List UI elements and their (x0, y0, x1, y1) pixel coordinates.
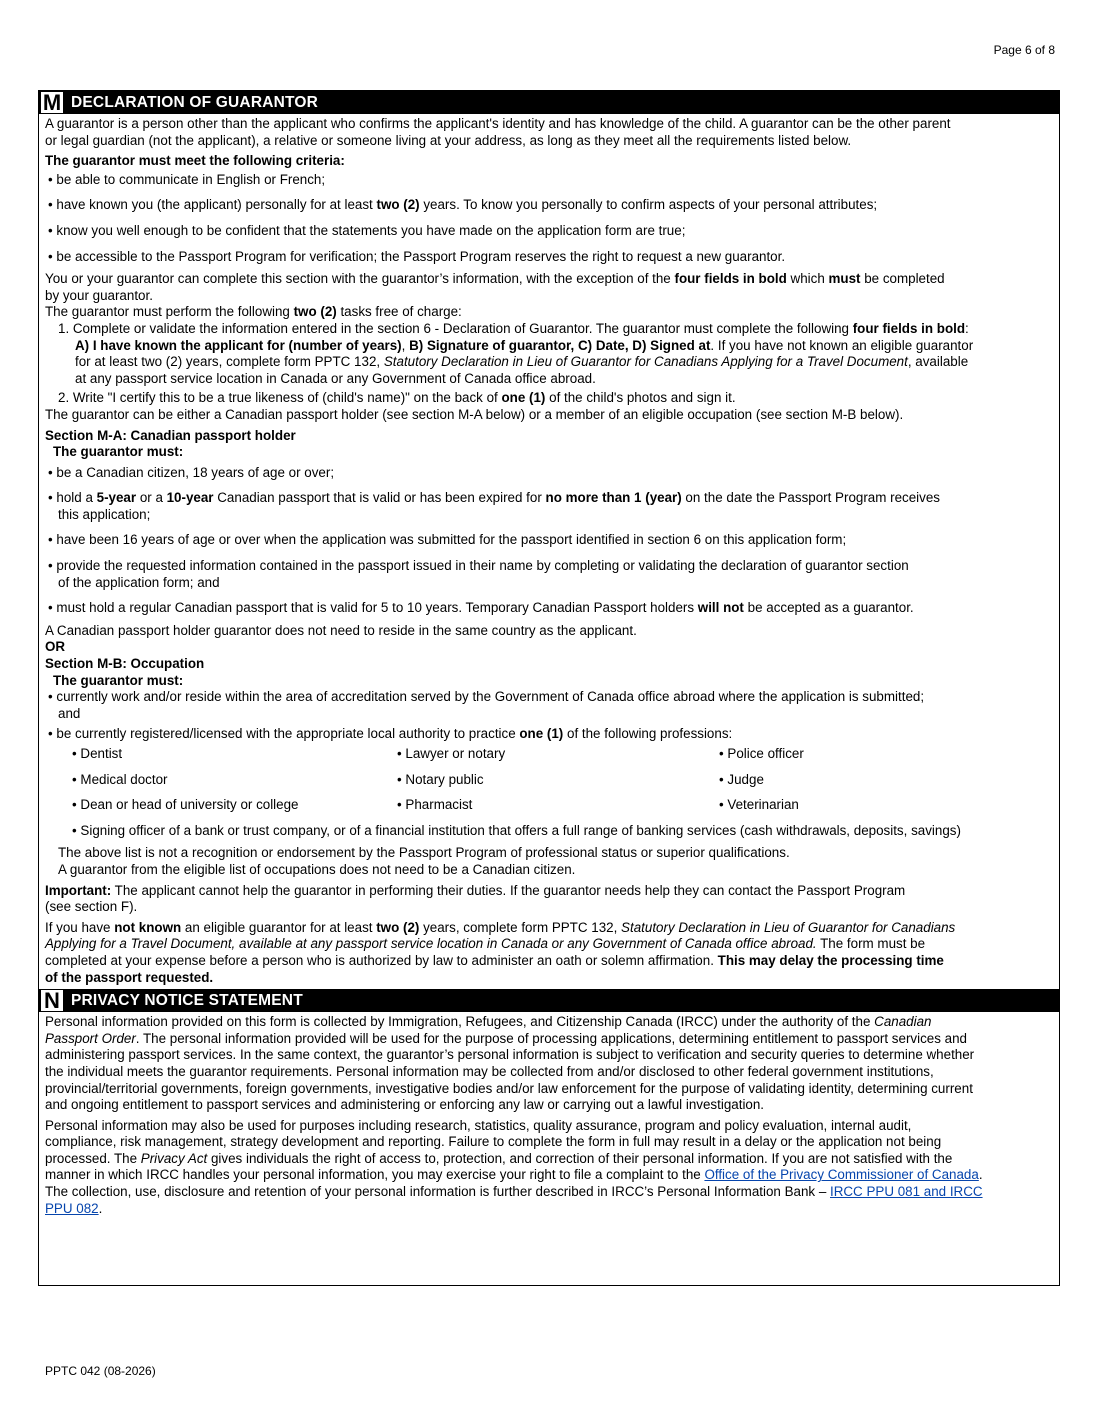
ma-item: • have been 16 years of age or over when the application was submitted for the passport identified in section 6 on this application form; (48, 532, 847, 548)
criteria-item: • be accessible to the Passport Program for verification; the Passport Program reserves the right to request a new guarantor. (48, 248, 786, 264)
occupation-list (45, 743, 1053, 814)
important-note: Important: The applicant cannot help the guarantor in performing their duties. If the guarantor needs help they can contact the Passport Program (45, 882, 906, 898)
occupation-item: • Medical doctor (72, 771, 168, 787)
criteria-heading: The guarantor must meet the following criteria: (45, 153, 345, 169)
ma-item: • hold a 5-year or a 10-year Canadian passport that is valid or has been expired for no more than 1 (year) on the date the Passport Program receives this application; (48, 490, 940, 522)
occupation-item: • Veterinarian (719, 797, 799, 813)
complete-note: You or your guarantor can complete this section with the guarantor’s information, with the exception of the four fields in bold which must be completed (45, 271, 945, 287)
privacy-commissioner-link[interactable]: Office of the Privacy Commissioner of Canada (704, 1167, 979, 1183)
mb-item: • be currently registered/licensed with the appropriate local authority to practice one (1) of the following professions: (48, 726, 733, 742)
occupation-item-signing: • Signing officer of a bank or trust company, or of a financial institution that offers a full range of banking services (cash withdrawals, deposits, savings) (72, 822, 961, 838)
occupation-item: • Notary public (397, 771, 484, 787)
intro-line-2: or legal guardian (not the applicant), a relative or someone living at your address, as long as they meet all the requirements listed below. (45, 132, 852, 148)
ma-item: • provide the requested information contained in the passport issued in their name by completing or validating the declaration of guarantor section of the application form; and (48, 558, 909, 590)
mb-item: • currently work and/or reside within the area of accreditation served by the Government of Canada office abroad where the application is submitted; and (48, 689, 925, 721)
ma-item: • must hold a regular Canadian passport that is valid for 5 to 10 years. Temporary Canadian Passport holders will not be accepted as a guarantor. (48, 600, 914, 616)
ircc-ppu-link-cont[interactable]: PPU 082 (45, 1200, 99, 1216)
complete-note-cont: by your guarantor. (45, 287, 153, 303)
either-note: The guarantor can be either a Canadian passport holder (see section M-A below) or a member of an eligible occupation (see section M-B below). (45, 406, 904, 422)
occupation-item: • Lawyer or notary (397, 746, 506, 761)
tasks-intro: The guarantor must perform the following two (2) tasks free of charge: (45, 304, 462, 320)
section-m-content (39, 114, 1059, 986)
section-mb-must: The guarantor must: (53, 672, 184, 688)
criteria-item: • know you well enough to be confident that the statements you have made on the application form are true; (48, 222, 686, 238)
section-n-title: PRIVACY NOTICE STATEMENT (71, 991, 303, 1009)
not-citizen-note: A guarantor from the eligible list of occupations does not need to be a Canadian citizen. (58, 861, 576, 877)
section-ma-must: The guarantor must: (53, 444, 184, 460)
section-m-letter: M (42, 90, 62, 115)
section-m-header (39, 91, 1059, 114)
ircc-ppu-link[interactable]: IRCC PPU 081 and IRCC (830, 1184, 983, 1200)
privacy-paragraph-2: Personal information may also be used for purposes including research, statistics, quality assurance, program and policy evaluation, internal audit, compliance, risk management, strategy development and reporting. Failure to complete the form in full may result in a delay or the application not being processed. The Privacy Act gives individuals the right of access to, protection, and correction of their personal information. If you are not satisfied with the manner in which IRCC handles your personal information, you may exercise your right to file a complaint to the Office of the Privacy Commissioner of Canada. The collection, use, disclosure and retention of your personal information is further described in IRCC’s Personal Information Bank – IRCC PPU 081 and IRCC PPU 082. (45, 1117, 983, 1216)
ma-reside-note: A Canadian passport holder guarantor does not need to reside in the same country as the applicant. (45, 622, 637, 638)
occupation-item: • Pharmacist (397, 797, 473, 813)
privacy-paragraph-1: Personal information provided on this form is collected by Immigration, Refugees, and Citizenship Canada (IRCC) under the authority of the Canadian Passport Order. The personal information provided will be used for the purpose of processing applications, determining entitlement to passport services and administering passport services. In the same context, the guarantor’s personal information is subject to verification and security queries to determine whether the individual meets the guarantor requirements. Personal information may be collected from and/or disclosed to other federal government institutions, provincial/territorial governments, foreign governments, investigative bodies and/or law enforcement for the purpose of validating identity, determining current and ongoing entitlement to passport services and administering or enforcing any law or carrying out a lawful investigation. (45, 1014, 975, 1113)
occupation-item: • Dentist (72, 746, 123, 761)
section-n-content (39, 1012, 1059, 1217)
form-sections (38, 90, 1060, 1286)
or-separator: OR (45, 639, 66, 655)
page-number: Page 6 of 8 (993, 43, 1055, 57)
criteria-item: • have known you (the applicant) personally for at least two (2) years. To know you personally to confirm aspects of your personal attributes; (48, 197, 878, 213)
not-known-note: If you have not known an eligible guarantor for at least two (2) years, complete form PPTC 132, Statutory Declaration in Lieu of Guarantor for Canadians Applying for a Travel Document, available at any passport service location in Canada or any Government of Canada office abroad. The form must be completed at your expense before a person who is authorized by law to administer an oath or solemn affirmation. This may delay the processing time of the passport requested. (45, 919, 956, 985)
ma-item: • be a Canadian citizen, 18 years of age or over; (48, 464, 335, 480)
section-n-header (39, 989, 1059, 1012)
task-1: 1. Complete or validate the information entered in the section 6 - Declaration of Guarantor. The guarantor must complete the following four fields in bold: A) I have known the applicant for (number of years), B) Signature of guarantor, C) Date, D) Signed at. If you have not known an eligible guarantor for at least two (2) years, complete form PPTC 132, Statutory Declaration in Lieu of Guarantor for Canadians Applying for a Travel Document, available at any passport service location in Canada or any Government of Canada office abroad. (58, 320, 974, 386)
criteria-item: • be able to communicate in English or French; (48, 171, 326, 187)
task-2: 2. Write "I certify this to be a true likeness of (child's name)" on the back of one (1) of the child's photos and sign it. (58, 390, 736, 406)
section-m-title: DECLARATION OF GUARANTOR (71, 93, 319, 111)
occupation-item: • Dean or head of university or college (72, 797, 299, 813)
not-recognition-note: The above list is not a recognition or endorsement by the Passport Program of professional status or superior qualifications. (58, 845, 790, 861)
section-n-letter: N (41, 990, 63, 1011)
occupation-item: • Police officer (719, 746, 804, 761)
section-ma-heading: Section M-A: Canadian passport holder (45, 427, 296, 443)
section-mb-heading: Section M-B: Occupation (45, 656, 205, 672)
form-code-footer: PPTC 042 (08-2026) (45, 1364, 156, 1378)
intro-line-1: A guarantor is a person other than the applicant who confirms the applicant's identity and has knowledge of the child. A guarantor can be the other parent (45, 116, 951, 131)
important-note-cont: (see section F). (45, 899, 138, 915)
occupation-item: • Judge (719, 771, 764, 787)
